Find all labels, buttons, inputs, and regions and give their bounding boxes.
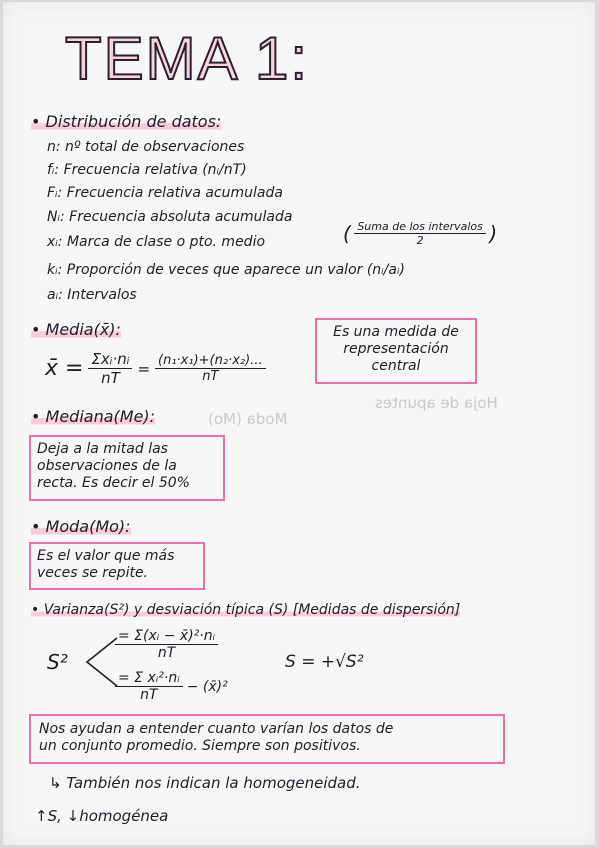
homogeneity-note: ↳ También nos indican la homogeneidad. — [49, 774, 361, 792]
bleed-through-text: Hoja de apuntes — [375, 394, 498, 412]
std-dev-formula: S = +√S² — [285, 652, 364, 672]
xi-formula-note: ( $\frac{\text{Suma de los intervalos}}{2}$ ) — [343, 220, 498, 247]
definition-fi: fᵢ: Frecuencia relativa (nᵢ/nT) — [47, 162, 247, 178]
bleed-through-text: Moda (Mo) — [208, 410, 288, 428]
media-definition-box: Es una medida de representación central — [315, 318, 477, 384]
variance-branch-lines — [83, 634, 119, 690]
variance-symbol: S² — [47, 650, 68, 674]
media-formula: x̄ = $\frac{\text{Σxᵢ·nᵢ}}{nT}$ = $\frac{\text{(n₁·x₁)+(n₂·x₂)...}}{nT}$ — [45, 350, 266, 387]
definition-n: n: nº total de observaciones — [47, 139, 245, 155]
definition-ai: aᵢ: Intervalos — [47, 287, 137, 303]
variance-formula-bottom: $\frac{\text{= Σ xᵢ²·nᵢ}}{nT}$ − (x̄)² — [115, 670, 228, 703]
section-heading-varianza: • Varianza(S²) y desviación típica (S) [Medidas de dispersión] — [31, 602, 461, 618]
mediana-definition-box: Deja a la mitad las observaciones de la recta. Es decir el 50% — [29, 435, 225, 501]
notebook-page — [3, 2, 595, 845]
moda-definition-box: Es el valor que más veces se repite. — [29, 542, 205, 590]
varianza-definition-box: Nos ayudan a entender cuanto varían los datos de un conjunto promedio. Siempre son positivos. — [29, 714, 505, 764]
definition-xi: xᵢ: Marca de clase o pto. medio — [47, 234, 266, 250]
section-heading-distribucion: • Distribución de datos: — [31, 112, 222, 131]
section-heading-moda: • Moda(Mo): — [31, 517, 131, 536]
definition-Ni: Nᵢ: Frecuencia absoluta acumulada — [47, 209, 293, 225]
variance-formula-top: $\frac{\text{= Σ(xᵢ − x̄)²·nᵢ}}{nT}$ — [115, 628, 218, 661]
definition-ki: kᵢ: Proporción de veces que aparece un valor (nᵢ/aᵢ) — [47, 262, 405, 278]
page-title: TEMA 1: — [65, 25, 310, 92]
section-heading-mediana: • Mediana(Me): — [31, 407, 156, 426]
section-heading-media: • Media(x̄): — [31, 320, 121, 339]
homogeneity-relation: ↑S, ↓homogénea — [35, 807, 169, 825]
definition-Fi: Fᵢ: Frecuencia relativa acumulada — [47, 185, 283, 201]
